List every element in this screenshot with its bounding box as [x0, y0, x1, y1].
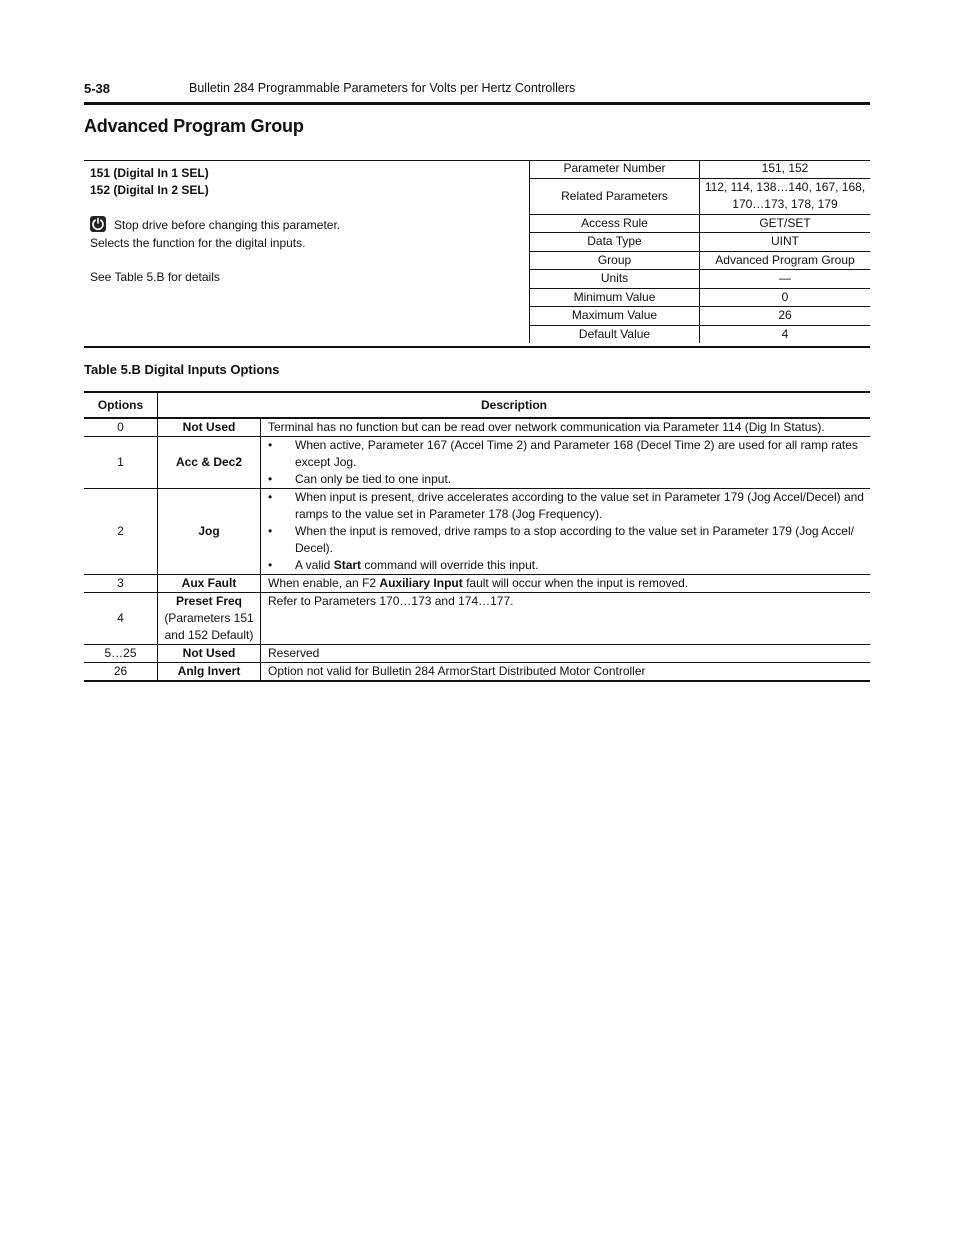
description-column-header: Description [158, 392, 871, 418]
option-name-note: (Parameters 151 and 152 Default) [164, 611, 254, 642]
table-row [84, 418, 870, 437]
option-value: 4 [84, 593, 158, 645]
running-title: Bulletin 284 Programmable Parameters for Volts per Hertz Controllers [189, 81, 576, 95]
property-label: Related Parameters [530, 178, 700, 214]
option-description [261, 489, 871, 575]
property-label: Parameter Number [530, 160, 700, 178]
property-row [530, 233, 871, 252]
page-number: 5-38 [84, 81, 111, 96]
table-caption: Table 5.B Digital Inputs Options [84, 362, 280, 377]
option-name: Acc & Dec2 [158, 437, 261, 489]
option-description [261, 437, 871, 489]
option-value: 3 [84, 575, 158, 593]
digital-inputs-options-table [84, 391, 870, 682]
option-description [261, 575, 871, 593]
bullet-text-post: command will override this input. [361, 558, 539, 572]
option-name: Anlg Invert [158, 663, 261, 682]
property-value: 151, 152 [700, 160, 871, 178]
property-row [530, 178, 871, 214]
property-label: Minimum Value [530, 288, 700, 307]
stop-drive-icon [90, 216, 106, 232]
table-row [84, 593, 870, 645]
parameter-block [84, 160, 870, 348]
start-command-term: Start [333, 558, 362, 572]
option-value: 0 [84, 418, 158, 437]
option-description: Terminal has no function but can be read over network communication via Parameter 114 (Dig In Status). [261, 418, 871, 437]
property-label: Access Rule [530, 214, 700, 233]
auxiliary-input-term: Auxiliary Input [379, 576, 463, 590]
property-row [530, 214, 871, 233]
option-value: 5…25 [84, 645, 158, 663]
bullet-item [268, 557, 866, 574]
parameter-name-152: 152 (Digital In 2 SEL) [90, 183, 209, 197]
bullet-item: • When the input is removed, drive ramps to a stop according to the value set in Parameter 179 (Jog Accel/ Decel). [268, 523, 866, 557]
parameter-description: Selects the function for the digital inputs. [90, 236, 306, 250]
table-row [84, 489, 870, 575]
table-row [84, 437, 870, 489]
property-label: Units [530, 270, 700, 289]
option-name-text: Preset Freq [175, 594, 243, 608]
property-label: Default Value [530, 325, 700, 343]
property-row [530, 160, 871, 178]
property-label: Maximum Value [530, 307, 700, 326]
property-value: Advanced Program Group [700, 251, 871, 270]
property-row [530, 251, 871, 270]
property-value: UINT [700, 233, 871, 252]
property-label: Data Type [530, 233, 700, 252]
bullet-text-pre: A valid [295, 558, 334, 572]
stop-drive-text: Stop drive before changing this parameter. [114, 218, 341, 232]
parameter-properties-table [529, 160, 870, 343]
option-value: 2 [84, 489, 158, 575]
header-rule [84, 102, 870, 105]
property-value: — [700, 270, 871, 289]
option-value: 1 [84, 437, 158, 489]
property-row [530, 307, 871, 326]
desc-text-post: fault will occur when the input is removed. [462, 576, 689, 590]
bullet-item: • Can only be tied to one input. [268, 471, 866, 488]
option-description: Reserved [261, 645, 871, 663]
table-header-row [84, 392, 870, 418]
table-row [84, 645, 870, 663]
parameter-summary [90, 165, 520, 286]
stop-drive-note [90, 217, 520, 234]
property-row [530, 325, 871, 343]
options-column-header: Options [84, 392, 158, 418]
property-value: GET/SET [700, 214, 871, 233]
bullet-item: • When active, Parameter 167 (Accel Time 2) and Parameter 168 (Decel Time 2) are used for all ramp rates except Jog. [268, 437, 866, 471]
property-label: Group [530, 251, 700, 270]
option-name: Jog [158, 489, 261, 575]
option-description: Option not valid for Bulletin 284 ArmorStart Distributed Motor Controller [261, 663, 871, 682]
option-value: 26 [84, 663, 158, 682]
parameter-name-151: 151 (Digital In 1 SEL) [90, 166, 209, 180]
option-name: Aux Fault [158, 575, 261, 593]
bullet-item: • When input is present, drive accelerates according to the value set in Parameter 179 (Jog Accel/Decel) and ramps to the value set in Parameter 178 (Jog Frequency). [268, 489, 866, 523]
see-table-note: See Table 5.B for details [90, 270, 220, 284]
property-value: 26 [700, 307, 871, 326]
property-row [530, 288, 871, 307]
property-value: 112, 114, 138…140, 167, 168, 170…173, 178, 179 [700, 178, 871, 214]
option-name: Not Used [158, 418, 261, 437]
option-name: Not Used [158, 645, 261, 663]
table-row [84, 663, 870, 682]
option-description: Refer to Parameters 170…173 and 174…177. [261, 593, 871, 645]
section-title: Advanced Program Group [84, 116, 304, 136]
option-name [158, 593, 261, 645]
property-row [530, 270, 871, 289]
desc-text-pre: When enable, an F2 [268, 576, 380, 590]
property-value: 4 [700, 325, 871, 343]
page-header [84, 80, 869, 102]
property-value: 0 [700, 288, 871, 307]
table-row [84, 575, 870, 593]
